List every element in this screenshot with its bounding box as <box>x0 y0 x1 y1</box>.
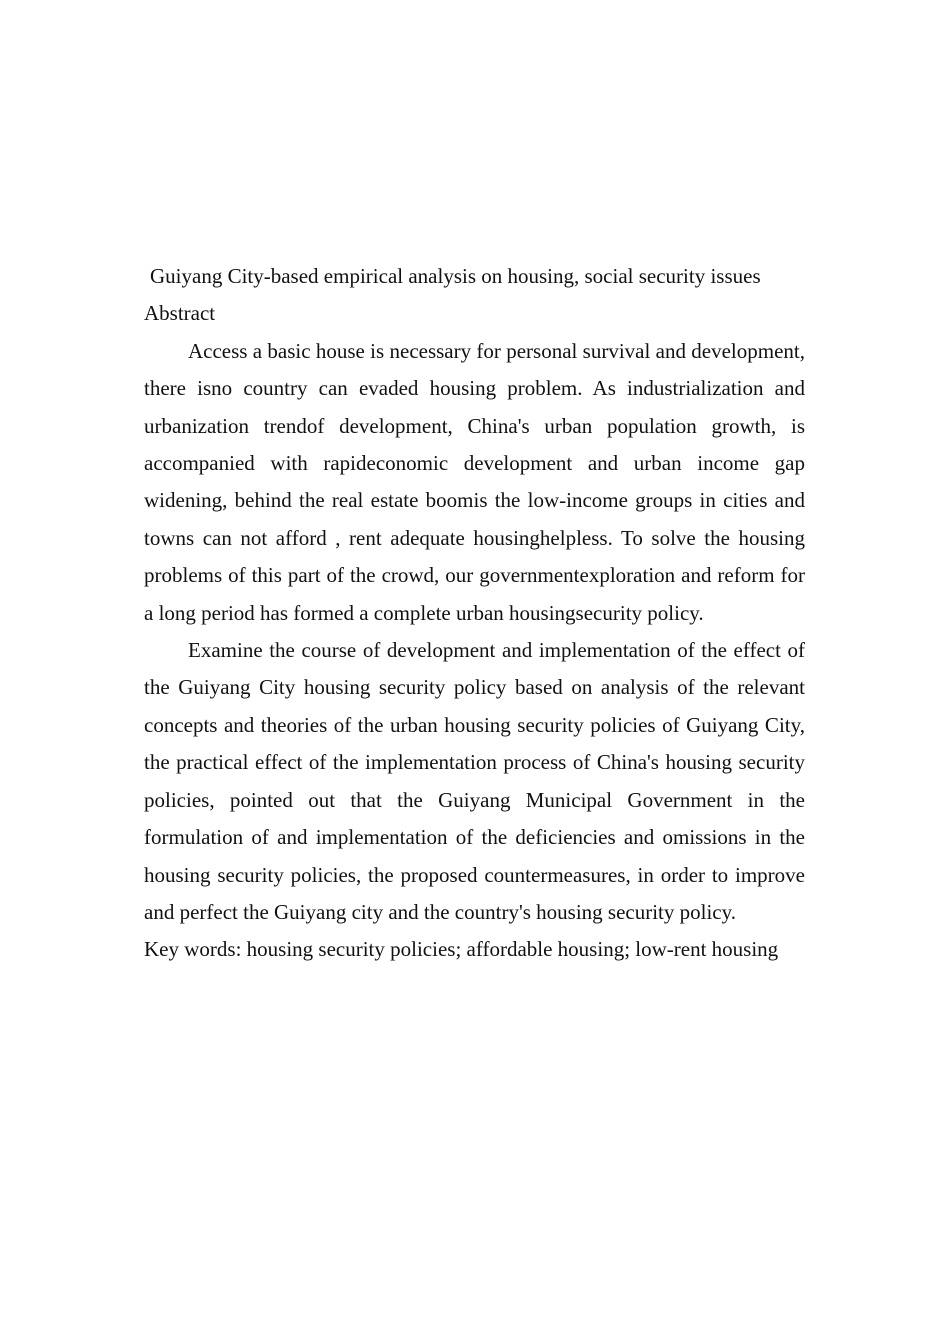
abstract-heading: Abstract <box>144 301 216 326</box>
keywords-line: Key words: housing security policies; affordable housing; low-rent housing <box>144 937 779 962</box>
abstract-paragraph-1: Access a basic house is necessary for personal survival and development, there isno country can evaded housing problem. As industrialization and urbanization trendof development, China's urban population growth, is accompanied with rapideconomic development and urban income gap widening, behind the real estate boomis the low-income groups in cities and towns can not afford , rent adequate housinghelpless. To solve the housing problems of this part of the crowd, our governmentexploration and reform for a long period has formed a complete urban housingsecurity policy. <box>144 338 805 625</box>
abstract-section <box>144 258 805 969</box>
paper-title: Guiyang City-based empirical analysis on housing, social security issues <box>150 264 761 288</box>
abstract-paragraph-2: Examine the course of development and implementation of the effect of the Guiyang City housing security policy based on analysis of the relevant concepts and theories of the urban housing security policies of Guiyang City, the practical effect of the implementation process of China's housing security policies, pointed out that the Guiyang Municipal Government in the formulation of and implementation of the deficiencies and omissions in the housing security policies, the proposed countermeasures, in order to improve and perfect the Guiyang city and the country's housing security policy. <box>144 638 805 924</box>
